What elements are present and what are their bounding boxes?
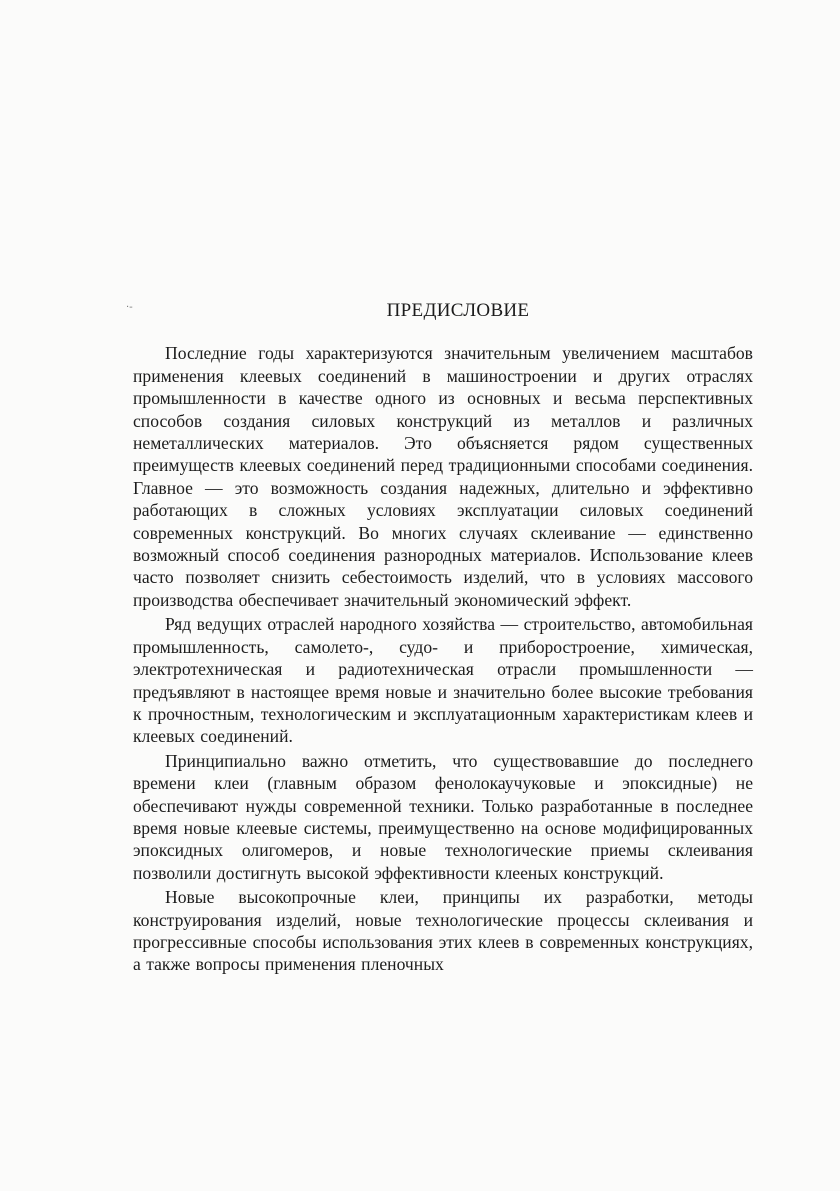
paragraph-4: Новые высокопрочные клеи, принципы их разработки, методы конструирования изделий, новые технологические процессы склеивания и прогрессивные способы использования этих клеев в современных конструкциях, а также вопросы применения пленочных	[133, 887, 753, 975]
scan-artifact: ·‑	[126, 302, 133, 313]
paragraph-2: Ряд ведущих отраслей народного хозяйства — строительство, автомобильная промышленность, самолето-, судо- и приборостроение, химическая, электротехническая и радиотехническая отрасли промышленности — предъявляют в настоящее время новые и значительно более высокие требования к прочностным, технологическим и эксплуатационным характеристикам клеев и клеевых соединений.	[133, 614, 753, 747]
page-title: ПРЕДИСЛОВИЕ	[386, 300, 530, 321]
paragraph-1: Последние годы характеризуются значительным увеличением масштабов применения клеевых соединений в машиностроении и других отраслях промышленности в качестве одного из основных и весьма перспективных способов создания силовых конструкций из металлов и различных неметаллических материалов. Это объясняется рядом существенных преимуществ клеевых соединений перед традиционными способами соединения. Главное — это возможность создания надежных, длительно и эффективно работающих в сложных условиях эксплуатации силовых соединений современных конструкций. Во многих случаях склеивание — единственно возможный способ соединения разнородных материалов. Использование клеев часто позволяет снизить себестоимость изделий, что в условиях массового производства обеспечивает значительный экономический эффект.	[133, 343, 753, 610]
paragraph-3: Принципиально важно отметить, что существовавшие до последнего времени клеи (главным образом фенолокаучуковые и эпоксидные) не обеспечивают нужды современной техники. Только разработанные в последнее время новые клеевые системы, преимущественно на основе модифицированных эпоксидных олигомеров, и новые технологические приемы склеивания позволили достигнуть высокой эффективности клееных конструкций.	[133, 750, 753, 883]
document-body	[133, 300, 753, 976]
